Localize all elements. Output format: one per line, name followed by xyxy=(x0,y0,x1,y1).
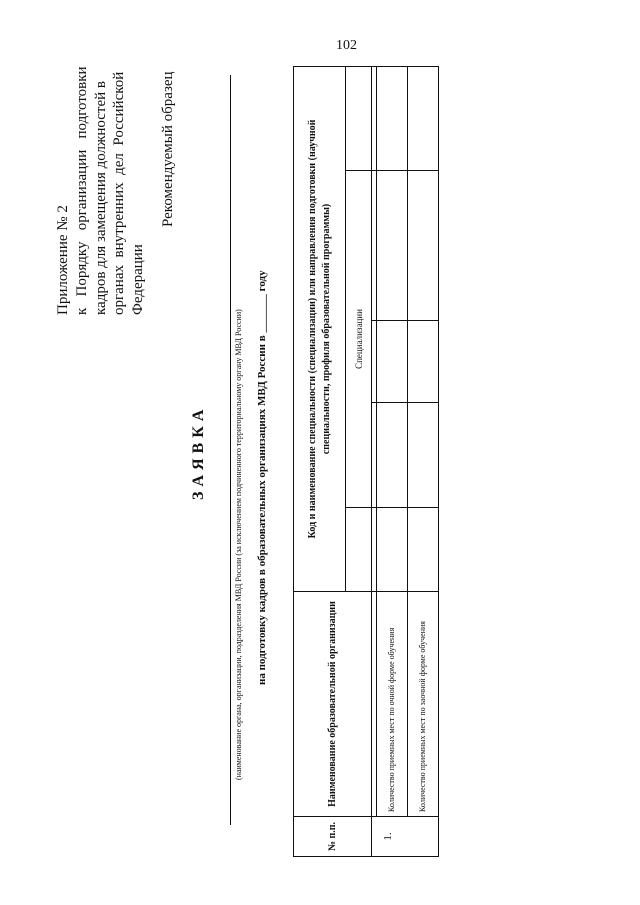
header-org-name: Наименование образовательной организации xyxy=(294,592,372,817)
sample-label: Рекомендуемый образец xyxy=(160,71,176,227)
page-number: 102 xyxy=(336,38,357,53)
document-title: ЗАЯВКА xyxy=(190,404,207,500)
value-cell xyxy=(377,66,408,170)
row-number: 1. xyxy=(372,817,439,857)
document-subtitle: на подготовку кадров в образовательных организациях МВД России в _______ году xyxy=(256,270,268,685)
value-cell xyxy=(408,508,439,592)
value-cell xyxy=(408,403,439,508)
value-cell xyxy=(377,508,408,592)
value-cell xyxy=(377,321,408,403)
specialty-cell xyxy=(346,66,372,170)
value-cell xyxy=(377,403,408,508)
appendix-line: Федерации xyxy=(130,244,147,315)
row-label-parttime: Количество приемных мест по заочной форме обучения xyxy=(408,592,439,817)
row-label-fulltime: Количество приемных мест по очной форме обучения xyxy=(377,592,408,817)
value-cell xyxy=(408,66,439,170)
header-specializations: Специализации xyxy=(346,171,372,508)
value-cell xyxy=(408,171,439,321)
appendix-line: органах внутренних дел Российской xyxy=(111,71,128,315)
org-caption: (наименование органа, организации, подразделения МВД России (за исключением подчиненного территориальному органу МВД России) xyxy=(234,309,243,780)
value-cell xyxy=(377,171,408,321)
header-specialty: Код и наименование специальности (специализации) или направления подготовки (научной специальности, профиля образовательной программы) xyxy=(294,66,346,591)
org-name-line xyxy=(230,75,231,825)
value-cell xyxy=(408,321,439,403)
appendix-line: Приложение № 2 xyxy=(55,205,71,315)
header-number: № п.п. xyxy=(294,817,372,857)
specialty-cell xyxy=(346,508,372,592)
appendix-line: к Порядку организации подготовки xyxy=(73,66,90,315)
application-table xyxy=(293,66,439,857)
appendix-header xyxy=(54,50,148,315)
appendix-line: кадров для замещения должностей в xyxy=(92,80,109,315)
